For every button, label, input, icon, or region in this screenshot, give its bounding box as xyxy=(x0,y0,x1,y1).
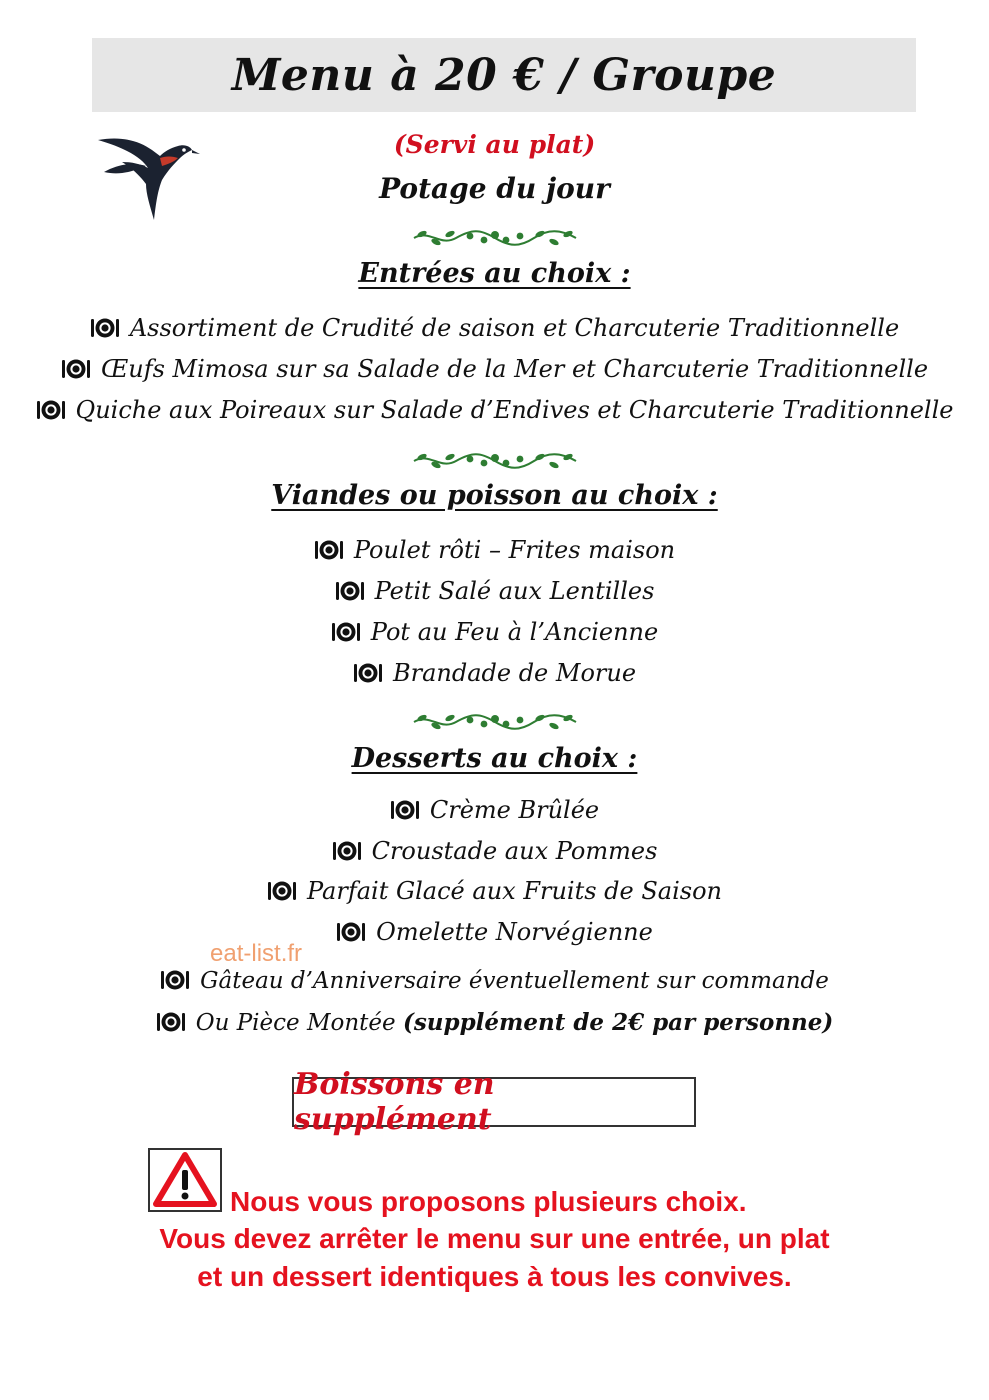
list-item: Parfait Glacé aux Fruits de Saison xyxy=(0,877,989,905)
warning-triangle-icon xyxy=(148,1148,222,1212)
plats-heading-row xyxy=(0,480,989,511)
warning-line-1: Nous vous proposons plusieurs choix. xyxy=(230,1186,747,1217)
list-item: Petit Salé aux Lentilles xyxy=(0,577,989,605)
soup-row xyxy=(0,172,989,205)
plate-cutlery-icon xyxy=(332,840,362,862)
list-item: Quiche aux Poireaux sur Salade d’Endives et Charcuterie Traditionnelle xyxy=(0,396,989,424)
served-note-row xyxy=(0,130,989,159)
title-bar xyxy=(92,38,916,112)
supplement-note: (supplément de 2€ par personne) xyxy=(402,1009,834,1036)
list-item: Crème Brûlée xyxy=(0,796,989,824)
list-item: Ou Pièce Montée (supplément de 2€ par personne) xyxy=(0,1009,989,1036)
plate-cutlery-icon xyxy=(160,969,190,991)
list-item: Brandade de Morue xyxy=(0,659,989,687)
drinks-note: Boissons en supplément xyxy=(294,1067,495,1137)
plate-cutlery-icon xyxy=(156,1011,186,1033)
list-item: Poulet rôti – Frites maison xyxy=(0,536,989,564)
desserts-heading-row xyxy=(0,743,989,774)
plate-cutlery-icon xyxy=(336,921,366,943)
leaf-ornament-icon xyxy=(0,450,989,472)
plate-cutlery-icon xyxy=(61,358,91,380)
watermark: eat-list.fr xyxy=(210,940,303,967)
plate-cutlery-icon xyxy=(90,317,120,339)
soup-line: Potage du jour xyxy=(379,172,610,205)
plate-cutlery-icon xyxy=(267,880,297,902)
plate-cutlery-icon xyxy=(353,662,383,684)
plate-cutlery-icon xyxy=(390,799,420,821)
list-item: Pot au Feu à l’Ancienne xyxy=(0,618,989,646)
drinks-note-box xyxy=(292,1067,696,1137)
plate-cutlery-icon xyxy=(314,539,344,561)
plats-heading: Viandes ou poisson au choix : xyxy=(271,480,718,511)
plate-cutlery-icon xyxy=(36,399,66,421)
warning-line-3: et un dessert identiques à tous les convives. xyxy=(197,1261,792,1292)
plate-cutlery-icon xyxy=(331,621,361,643)
entrees-heading-row xyxy=(0,258,989,289)
leaf-ornament-icon xyxy=(0,711,989,733)
list-item: Assortiment de Crudité de saison et Charcuterie Traditionnelle xyxy=(0,314,989,342)
list-item: Omelette Norvégienne xyxy=(0,918,989,946)
list-item: Œufs Mimosa sur sa Salade de la Mer et Charcuterie Traditionnelle xyxy=(0,355,989,383)
desserts-heading: Desserts au choix : xyxy=(351,743,638,774)
list-item: Gâteau d’Anniversaire éventuellement sur commande xyxy=(0,968,989,994)
menu-title: Menu à 20 € / Groupe xyxy=(231,49,777,101)
plate-cutlery-icon xyxy=(335,580,365,602)
list-item: Croustade aux Pommes xyxy=(0,837,989,865)
warning-line-2: Vous devez arrêter le menu sur une entrée, un plat xyxy=(159,1223,830,1254)
served-note: (Servi au plat) xyxy=(393,130,596,159)
entrees-heading: Entrées au choix : xyxy=(358,258,631,289)
leaf-ornament-icon xyxy=(0,227,989,249)
